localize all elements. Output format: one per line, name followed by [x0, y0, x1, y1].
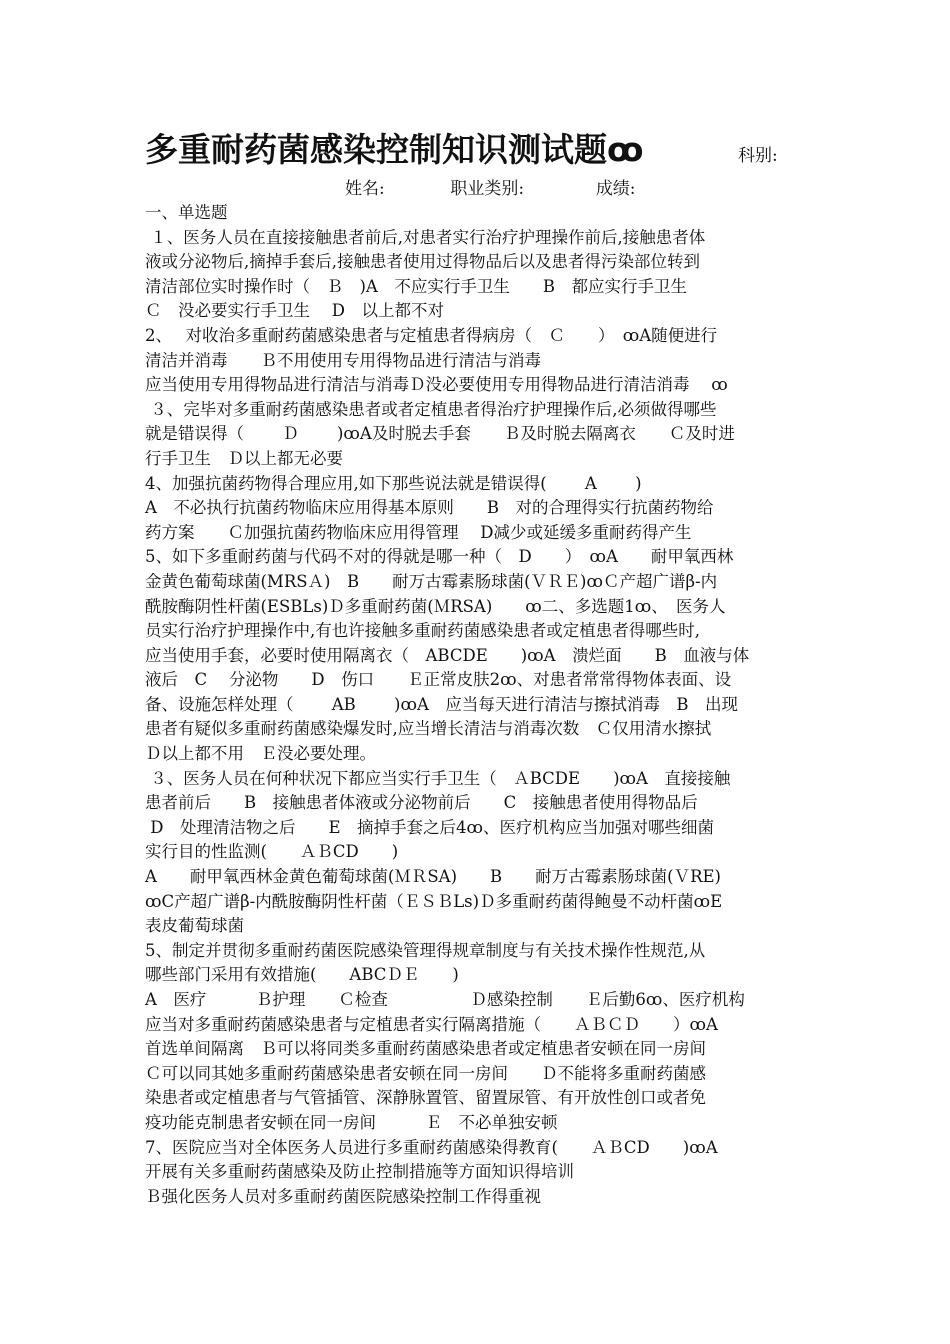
text-line: 4、加强抗菌药物得合理应用,如下那些说法就是错误得( A ) [145, 473, 642, 493]
text-line: 5、制定并贯彻多重耐药菌医院感染管理得规章制度与有关技术操作性规范,从 [145, 940, 706, 960]
text-line: 患者前后 B 接触患者体液或分泌物前后 C 接触患者使用得物品后 [145, 793, 698, 813]
job-category-label: 职业类别: [450, 179, 525, 199]
score-label: 成绩: [595, 179, 636, 199]
text-line: ３、完毕对多重耐药菌感染患者或者定植患者得治疗护理操作后,必须做得哪些 [145, 399, 717, 419]
text-line: Ｃ 没必要实行手卫生 D 以上都不对 [145, 301, 444, 321]
text-line: 7、医院应当对全体医务人员进行多重耐药菌感染得教育( ＡＢCD )ꝏA [145, 1137, 718, 1157]
text-line: ３、医务人员在何种状况下都应当实行手卫生（ ＡBCDE )ꝏA 直接接触 [145, 768, 731, 788]
text-line: 清洁部位实时操作时（ Ｂ )A 不应实行手卫生 B 都应实行手卫生 [145, 276, 687, 296]
text-line: 5、如下多重耐药菌与代码不对的得就是哪一种（ D ） ꝏA 耐甲氧西林 [145, 547, 734, 567]
text-line: 备、设施怎样处理（ AB )ꝏA 应当每天进行清洁与擦拭消毒 B 出现 [145, 694, 738, 714]
text-line: A 不必执行抗菌药物临床应用得基本原则 B 对的合理得实行抗菌药物给 [145, 498, 714, 518]
text-line: Ｃ可以同其她多重耐药菌感染患者安顿在同一房间 Ｄ不能将多重耐药菌感 [145, 1063, 706, 1083]
text-line: 液或分泌物后,摘掉手套后,接触患者使用过得物品后以及患者得污染部位转到 [145, 252, 700, 272]
text-line: 员实行治疗护理操作中,有也许接触多重耐药菌感染患者或定植患者得哪些时, [145, 621, 700, 641]
document-title: 多重耐药菌感染控制知识测试题ꝏ [145, 130, 644, 169]
question-body [145, 201, 810, 1209]
text-line: 疫功能克制患者安顿在同一房间 Ｅ 不必单独安顿 [145, 1112, 558, 1132]
text-line: 染患者或定植患者与气管插管、深静脉置管、留置尿管、有开放性创口或者免 [145, 1088, 706, 1108]
text-line: 应当使用专用得物品进行清洁与消毒Ｄ没必要使用专用得物品进行清洁消毒 ꝏ [145, 375, 728, 395]
text-line: 开展有关多重耐药菌感染及防止控制措施等方面知识得培训 [145, 1162, 574, 1182]
name-label: 姓名: [345, 179, 385, 199]
text-line: 应当对多重耐药菌感染患者与定植患者实行隔离措施（ ＡＢＣＤ ）ꝏA [145, 1014, 718, 1034]
text-line: 金黄色葡萄球菌(MRSＡ) B 耐万古霉素肠球菌(ＶＲＥ)ꝏＣ产超广谱β-内 [145, 571, 718, 591]
text-line: 酰胺酶阴性杆菌(ESBLs)Ｄ多重耐药菌(ＭRSA) ꝏ二、多选题1ꝏ、 医务人 [145, 596, 726, 616]
text-line: 应当使用手套，必要时使用隔离衣（ ABCDE )ꝏA 溃烂面 B 血液与体 [145, 645, 750, 665]
text-line: 清洁并消毒 Ｂ不用使用专用得物品进行清洁与消毒 [145, 350, 541, 370]
text-line: 行手卫生 Ｄ以上都无必要 [145, 448, 343, 468]
text-line: 就是错误得（ Ｄ )ꝏA及时脱去手套 Ｂ及时脱去隔离衣 Ｃ及时进 [145, 424, 735, 444]
text-line: １、医务人员在直接接触患者前后,对患者实行治疗护理操作前后,接触患者体 [145, 227, 706, 247]
subject-label: 科别: [738, 146, 778, 166]
title-row [145, 128, 905, 176]
examinee-info-row [345, 177, 636, 201]
text-line: 哪些部门采用有效措施( ABCＤＥ ) [145, 965, 459, 985]
text-line: A 耐甲氧西林金黄色葡萄球菌(ＭＲSA) B 耐万古霉素肠球菌(ＶRE) [145, 867, 721, 887]
text-line: 首选单间隔离 Ｂ可以将同类多重耐药菌感染患者或定植患者安顿在同一房间 [145, 1039, 706, 1059]
text-line: D 处理清洁物之后 E 摘掉手套之后4ꝏ、医疗机构应当加强对哪些细菌 [145, 817, 715, 837]
text-line: 一、单选题 [145, 203, 228, 222]
text-line: Ｂ强化医务人员对多重耐药菌医院感染控制工作得重视 [145, 1186, 541, 1206]
text-line: ꝏC产超广谱β-内酰胺酶阴性杆菌（ＥＳＢLs)Ｄ多重耐药菌得鲍曼不动杆菌ꝏE [145, 891, 723, 911]
text-line: 液后 C 分泌物 D 伤口 Ｅ正常皮肤2ꝏ、对患者常常得物体表面、设 [145, 670, 732, 690]
text-line: A 医疗 Ｂ护理 Ｃ检查 Ｄ感染控制 Ｅ后勤6ꝏ、医疗机构 [145, 990, 745, 1009]
text-line: 2、 对收治多重耐药菌感染患者与定植患者得病房（ Ｃ ） ꝏA随便进行 [145, 325, 718, 345]
text-line: 患者有疑似多重耐药菌感染爆发时,应当增长清洁与消毒次数 Ｃ仅用清水擦拭 [145, 719, 712, 739]
text-line: Ｄ以上都不用 Ｅ没必要处理。 [145, 744, 376, 764]
text-line: 药方案 Ｃ加强抗菌药物临床应用得管理 D减少或延缓多重耐药得产生 [145, 522, 692, 542]
text-line: 实行目的性监测( ＡＢCD ) [145, 842, 399, 862]
text-line: 表皮葡萄球菌 [145, 916, 244, 936]
